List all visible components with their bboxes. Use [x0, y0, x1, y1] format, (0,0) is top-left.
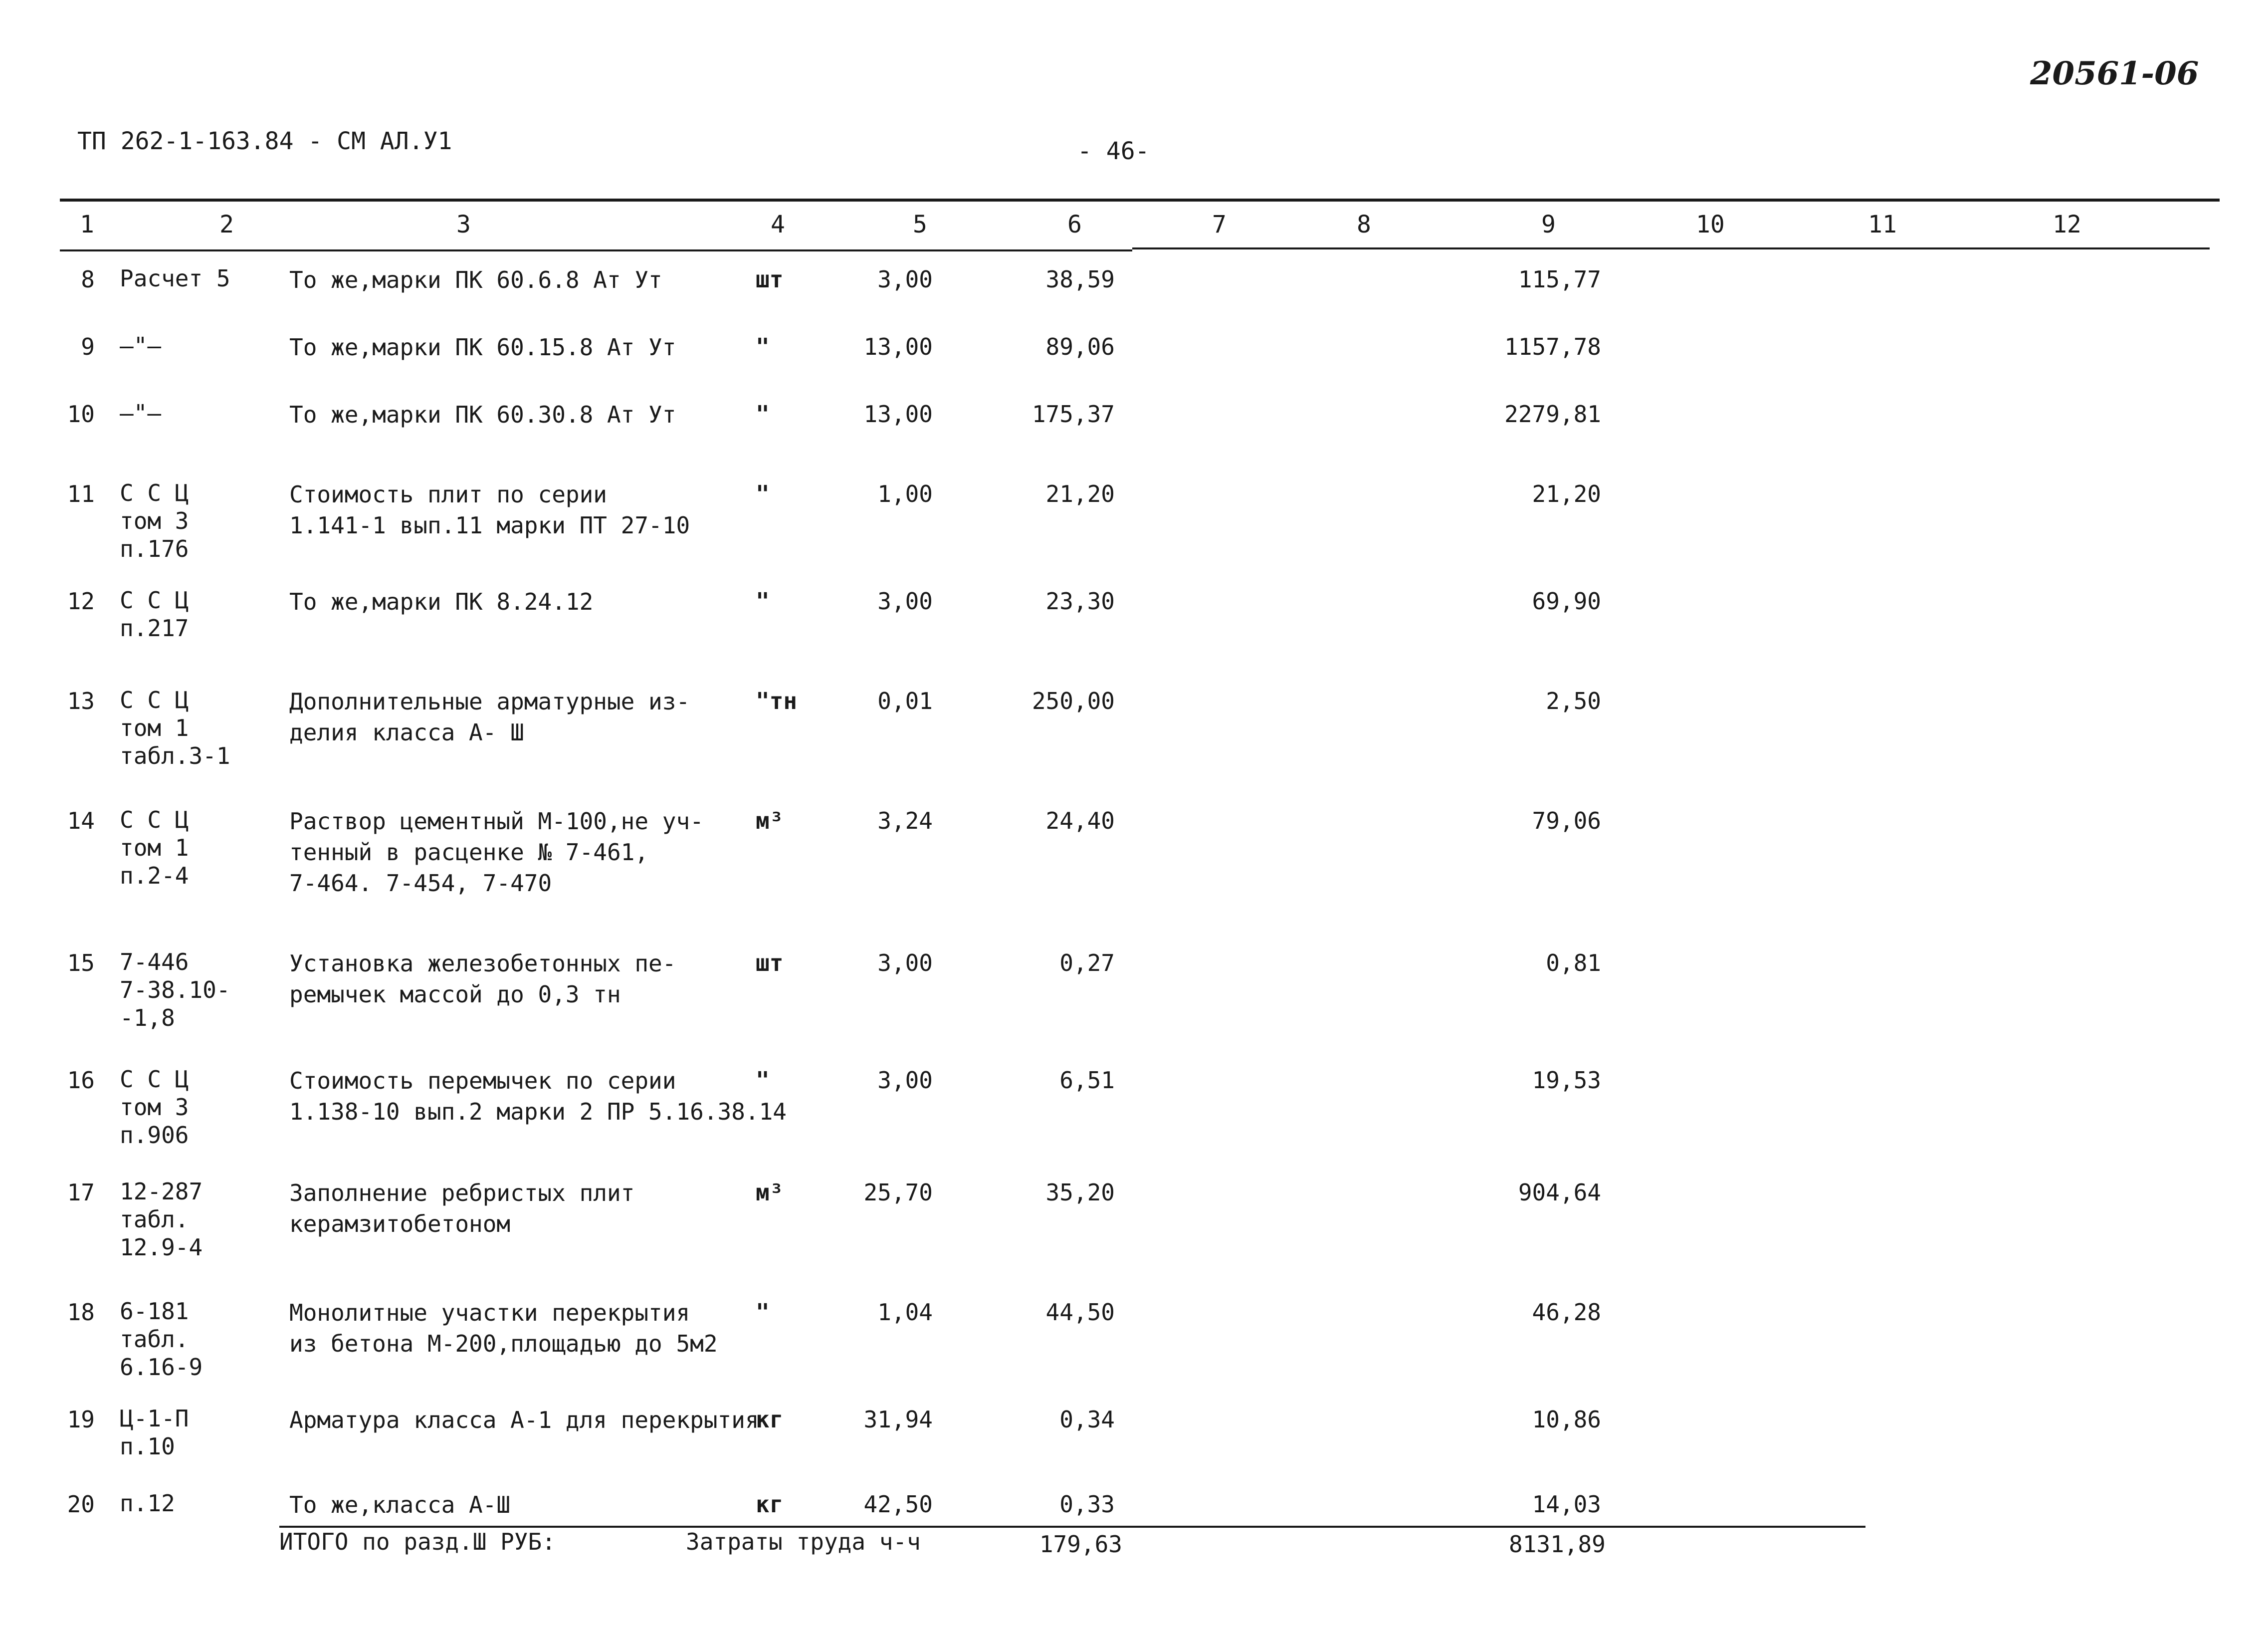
unit-cell: кг — [756, 1406, 784, 1433]
total-value: 8131,89 — [1509, 1531, 1606, 1558]
description-line: То же,класса А-Ш — [289, 1491, 511, 1518]
quantity-cell: 1,00 — [877, 480, 933, 507]
quantity-cell: 3,00 — [877, 1067, 933, 1094]
reference-line: 12.9-4 — [120, 1234, 203, 1261]
description-cell — [289, 1404, 759, 1435]
quantity-cell: 1,04 — [877, 1299, 933, 1326]
description-cell — [289, 1297, 718, 1359]
unit-price-cell: 175,37 — [1031, 401, 1115, 428]
total-cell: 115,77 — [1518, 266, 1601, 293]
reference-cell — [120, 1177, 203, 1261]
unit-cell: " — [756, 480, 770, 507]
column-number: 9 — [1541, 211, 1556, 238]
unit-price-cell: 250,00 — [1031, 688, 1115, 714]
unit-cell: м³ — [756, 1179, 784, 1206]
page-number: - 46- — [1077, 137, 1150, 165]
unit-cell: " — [756, 401, 770, 428]
row-number: 12 — [67, 588, 95, 615]
description-line: из бетона М-200,площадью до 5м2 — [289, 1330, 718, 1357]
row-number: 14 — [67, 807, 95, 834]
reference-cell — [120, 332, 161, 360]
unit-price-cell: 6,51 — [1059, 1067, 1115, 1094]
reference-line: С С Ц — [120, 587, 189, 614]
description-line: керамзитобетоном — [289, 1210, 511, 1237]
column-number: 1 — [80, 211, 94, 238]
reference-line: п.176 — [120, 535, 189, 562]
unit-cell: " — [756, 1067, 770, 1094]
total-cell: 79,06 — [1532, 807, 1601, 834]
column-number: 5 — [913, 211, 927, 238]
total-cell: 1157,78 — [1504, 333, 1601, 360]
reference-line: том 1 — [120, 714, 189, 741]
quantity-cell: 3,00 — [877, 266, 933, 293]
column-number: 4 — [771, 211, 785, 238]
reference-cell — [120, 1297, 203, 1381]
quantity-cell: 3,24 — [877, 807, 933, 834]
description-cell — [289, 1489, 510, 1520]
labor-value: 179,63 — [1039, 1531, 1122, 1558]
reference-line: С С Ц — [120, 687, 189, 713]
row-number: 20 — [67, 1491, 95, 1518]
quantity-cell: 42,50 — [863, 1491, 933, 1518]
description-line: Монолитные участки перекрытия — [289, 1299, 690, 1326]
labor-label: Затраты труда ч-ч — [686, 1528, 921, 1555]
reference-line: —"— — [120, 332, 162, 359]
reference-line: п.217 — [120, 615, 189, 642]
description-line: делия класса А- Ш — [289, 719, 524, 746]
description-line: 7-464. 7-454, 7-470 — [289, 870, 552, 897]
total-cell: 14,03 — [1532, 1491, 1601, 1518]
row-number: 17 — [67, 1179, 95, 1206]
reference-line: табл. — [120, 1326, 189, 1353]
reference-line: том 3 — [120, 1094, 189, 1121]
description-cell — [289, 586, 593, 617]
total-cell: 46,28 — [1532, 1299, 1601, 1326]
quantity-cell: 13,00 — [863, 333, 933, 360]
description-cell — [289, 399, 676, 430]
column-number: 11 — [1868, 211, 1897, 238]
reference-line: С С Ц — [120, 479, 189, 506]
description-line: Арматура класса А-1 для перекрытия — [289, 1406, 759, 1433]
reference-cell — [120, 806, 189, 890]
reference-line: 7-38.10- — [120, 976, 230, 1003]
quantity-cell: 3,00 — [877, 949, 933, 976]
header-bottom-rule-left — [60, 249, 1132, 251]
quantity-cell: 13,00 — [863, 401, 933, 428]
unit-price-cell: 0,33 — [1059, 1491, 1115, 1518]
column-number: 6 — [1067, 211, 1082, 238]
reference-cell — [120, 264, 230, 292]
reference-line: том 3 — [120, 507, 189, 534]
quantity-cell: 3,00 — [877, 588, 933, 615]
description-line: То же,марки ПК 60.6.8 Ат Ут — [289, 266, 662, 293]
total-cell: 21,20 — [1532, 480, 1601, 507]
unit-price-cell: 21,20 — [1045, 480, 1115, 507]
description-line: То же,марки ПК 60.30.8 Ат Ут — [289, 401, 676, 428]
unit-cell: кг — [756, 1491, 784, 1518]
description-cell — [289, 686, 690, 748]
reference-line: 6-181 — [120, 1298, 189, 1325]
description-line: Раствор цементный М-100,не уч- — [289, 808, 704, 835]
description-cell — [289, 479, 690, 541]
description-cell — [289, 1177, 634, 1239]
quantity-cell: 25,70 — [863, 1179, 933, 1206]
reference-line: 12-287 — [120, 1178, 203, 1205]
document-code: ТП 262-1-163.84 - СМ АЛ.У1 — [77, 127, 452, 155]
description-line: 1.138-10 вып.2 марки 2 ПР 5.16.38.14 — [289, 1098, 787, 1125]
reference-line: том 1 — [120, 834, 189, 861]
unit-price-cell: 89,06 — [1045, 333, 1115, 360]
description-line: То же,марки ПК 8.24.12 — [289, 588, 594, 615]
reference-line: С С Ц — [120, 806, 189, 833]
reference-line: п.12 — [120, 1490, 175, 1517]
description-line: Дополнительные арматурные из- — [289, 688, 690, 715]
reference-cell — [120, 1489, 175, 1517]
unit-price-cell: 0,34 — [1059, 1406, 1115, 1433]
description-line: ремычек массой до 0,3 тн — [289, 981, 621, 1008]
reference-line: 6.16-9 — [120, 1354, 203, 1381]
column-number: 2 — [219, 211, 234, 238]
unit-price-cell: 24,40 — [1045, 807, 1115, 834]
reference-cell — [120, 399, 161, 427]
row-number: 11 — [67, 480, 95, 507]
quantity-cell: 31,94 — [863, 1406, 933, 1433]
total-label: ИТОГО по разд.Ш РУБ: — [279, 1528, 556, 1555]
unit-cell: " — [756, 1299, 770, 1326]
row-number: 13 — [67, 688, 95, 714]
unit-price-cell: 0,27 — [1059, 949, 1115, 976]
column-number: 3 — [456, 211, 471, 238]
description-line: Заполнение ребристых плит — [289, 1179, 635, 1206]
description-line: 1.141-1 вып.11 марки ПТ 27-10 — [289, 512, 690, 539]
description-line: Установка железобетонных пе- — [289, 950, 676, 977]
reference-line: п.906 — [120, 1122, 189, 1149]
reference-line: табл.3-1 — [120, 742, 230, 769]
description-cell — [289, 806, 704, 899]
row-number: 10 — [67, 401, 95, 428]
unit-cell: шт — [756, 266, 784, 293]
description-cell — [289, 264, 662, 295]
table-top-rule — [60, 199, 2220, 202]
reference-cell — [120, 1065, 189, 1149]
column-number: 7 — [1212, 211, 1227, 238]
reference-line: табл. — [120, 1206, 189, 1233]
unit-price-cell: 35,20 — [1045, 1179, 1115, 1206]
unit-cell: " — [756, 333, 770, 360]
document-number: 20561-06 — [2030, 55, 2199, 92]
reference-cell — [120, 479, 189, 563]
column-number: 12 — [2053, 211, 2081, 238]
reference-cell — [120, 586, 189, 642]
reference-cell — [120, 686, 230, 770]
header-bottom-rule-right — [1132, 247, 2210, 249]
unit-cell: м³ — [756, 807, 784, 834]
total-cell: 10,86 — [1532, 1406, 1601, 1433]
reference-line: 7-446 — [120, 948, 189, 975]
row-number: 9 — [81, 333, 95, 360]
total-cell: 2279,81 — [1504, 401, 1601, 428]
total-cell: 0,81 — [1546, 949, 1601, 976]
description-line: тенный в расценке № 7-461, — [289, 839, 649, 866]
unit-cell: шт — [756, 949, 784, 976]
reference-cell — [120, 948, 230, 1032]
quantity-cell: 0,01 — [877, 688, 933, 714]
unit-cell: " — [756, 588, 770, 615]
reference-line: п.10 — [120, 1433, 175, 1460]
unit-cell: "тн — [756, 688, 798, 714]
unit-price-cell: 38,59 — [1045, 266, 1115, 293]
column-number: 10 — [1696, 211, 1725, 238]
row-number: 15 — [67, 949, 95, 976]
row-number: 19 — [67, 1406, 95, 1433]
reference-line: -1,8 — [120, 1004, 175, 1031]
reference-line: п.2-4 — [120, 862, 189, 889]
column-number: 8 — [1357, 211, 1371, 238]
reference-line: С С Ц — [120, 1066, 189, 1093]
reference-line: Ц-1-П — [120, 1405, 189, 1432]
description-cell — [289, 332, 676, 363]
reference-cell — [120, 1404, 189, 1460]
reference-line: —"— — [120, 400, 162, 427]
total-cell: 2,50 — [1546, 688, 1601, 714]
unit-price-cell: 23,30 — [1045, 588, 1115, 615]
row-number: 18 — [67, 1299, 95, 1326]
description-line: То же,марки ПК 60.15.8 Ат Ут — [289, 334, 676, 361]
total-cell: 69,90 — [1532, 588, 1601, 615]
unit-price-cell: 44,50 — [1045, 1299, 1115, 1326]
description-cell — [289, 948, 676, 1010]
reference-line: Расчет 5 — [120, 265, 230, 292]
description-cell — [289, 1065, 787, 1127]
description-line: Стоимость перемычек по серии — [289, 1067, 676, 1094]
row-number: 16 — [67, 1067, 95, 1094]
row-number: 8 — [81, 266, 95, 293]
description-line: Стоимость плит по серии — [289, 481, 607, 508]
total-cell: 904,64 — [1518, 1179, 1601, 1206]
total-cell: 19,53 — [1532, 1067, 1601, 1094]
